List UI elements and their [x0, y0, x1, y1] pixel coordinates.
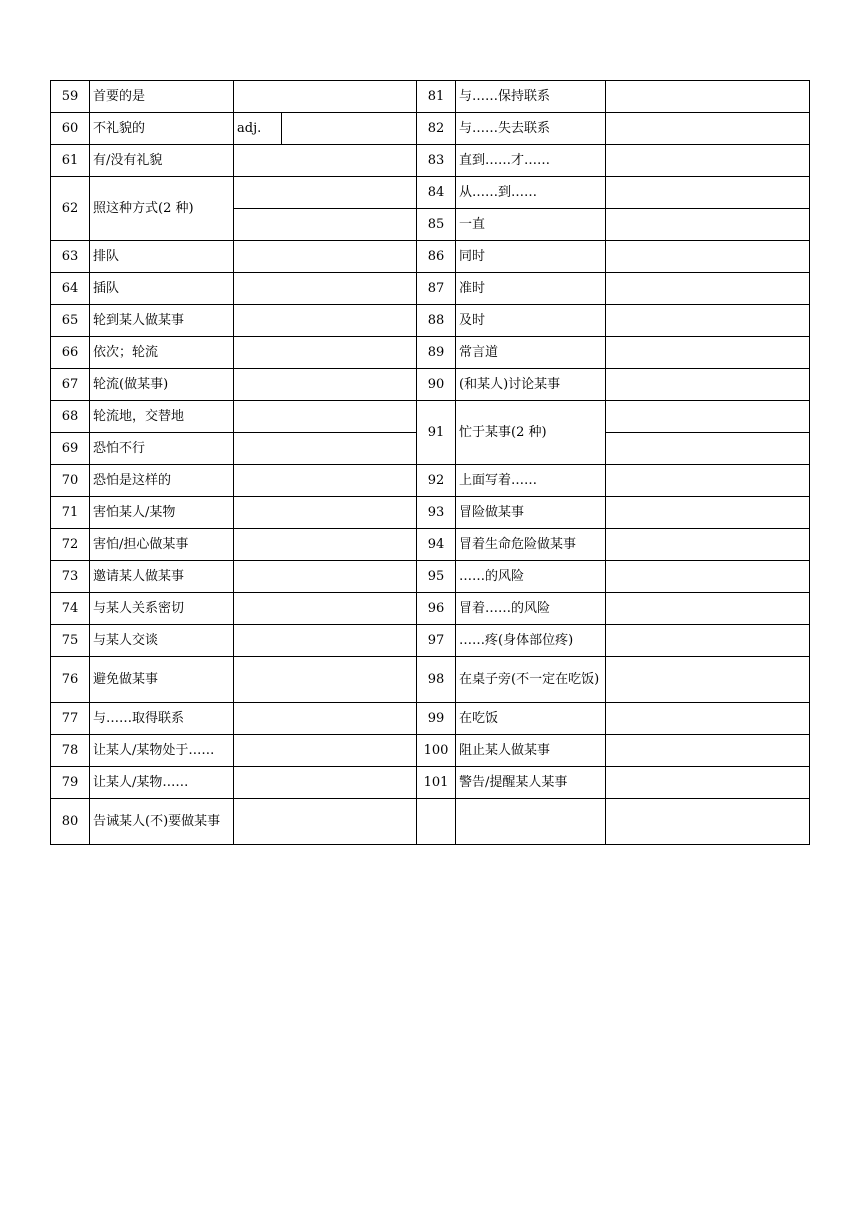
table-row — [51, 177, 810, 209]
phrase-cell: 不礼貌的 — [90, 113, 234, 145]
answer-cell[interactable] — [234, 657, 417, 703]
row-number: 71 — [51, 497, 90, 529]
answer-cell[interactable] — [234, 625, 417, 657]
phrase-cell: 在桌子旁(不一定在吃饭) — [456, 657, 606, 703]
table-row — [51, 81, 810, 113]
table-row — [51, 561, 810, 593]
row-number: 80 — [51, 799, 90, 845]
row-number: 60 — [51, 113, 90, 145]
phrase-cell: 轮流(做某事) — [90, 369, 234, 401]
row-number: 86 — [417, 241, 456, 273]
row-number: 90 — [417, 369, 456, 401]
table-row — [51, 735, 810, 767]
table-row — [51, 657, 810, 703]
phrase-cell: (和某人)讨论某事 — [456, 369, 606, 401]
table-row — [51, 369, 810, 401]
phrase-cell: 直到……才…… — [456, 145, 606, 177]
phrase-cell: 首要的是 — [90, 81, 234, 113]
phrase-cell: 恐怕是这样的 — [90, 465, 234, 497]
table-row — [51, 625, 810, 657]
answer-cell[interactable] — [234, 433, 417, 465]
phrase-cell — [456, 799, 606, 845]
answer-cell[interactable] — [234, 767, 417, 799]
phrase-cell: 有/没有礼貌 — [90, 145, 234, 177]
table-row — [51, 465, 810, 497]
phrase-cell: 警告/提醒某人某事 — [456, 767, 606, 799]
row-number: 63 — [51, 241, 90, 273]
phrase-cell: 及时 — [456, 305, 606, 337]
answer-cell[interactable] — [234, 209, 417, 241]
answer-cell[interactable] — [606, 241, 810, 273]
phrase-cell: 恐怕不行 — [90, 433, 234, 465]
answer-cell[interactable] — [606, 177, 810, 209]
phrase-cell: 一直 — [456, 209, 606, 241]
row-number: 65 — [51, 305, 90, 337]
phrase-cell: 邀请某人做某事 — [90, 561, 234, 593]
answer-cell[interactable] — [234, 735, 417, 767]
answer-cell[interactable] — [606, 273, 810, 305]
row-number: 81 — [417, 81, 456, 113]
answer-cell[interactable] — [234, 145, 417, 177]
row-number: 64 — [51, 273, 90, 305]
row-number: 72 — [51, 529, 90, 561]
answer-cell[interactable] — [606, 81, 810, 113]
table-row — [51, 305, 810, 337]
row-number: 68 — [51, 401, 90, 433]
part-of-speech-cell: adj. — [234, 113, 282, 145]
answer-cell[interactable] — [234, 81, 417, 113]
row-number: 79 — [51, 767, 90, 799]
row-number: 91 — [417, 401, 456, 465]
phrase-cell: 插队 — [90, 273, 234, 305]
phrase-cell: 害怕某人/某物 — [90, 497, 234, 529]
row-number: 62 — [51, 177, 90, 241]
phrase-cell: ……疼(身体部位疼) — [456, 625, 606, 657]
phrase-cell: 与某人交谈 — [90, 625, 234, 657]
row-number: 94 — [417, 529, 456, 561]
answer-cell[interactable] — [234, 593, 417, 625]
row-number: 83 — [417, 145, 456, 177]
answer-cell[interactable] — [234, 703, 417, 735]
answer-cell[interactable] — [234, 497, 417, 529]
table-row — [51, 337, 810, 369]
row-number: 85 — [417, 209, 456, 241]
answer-cell[interactable] — [606, 209, 810, 241]
answer-cell[interactable] — [234, 273, 417, 305]
phrase-cell: 与……保持联系 — [456, 81, 606, 113]
row-number: 96 — [417, 593, 456, 625]
row-number: 66 — [51, 337, 90, 369]
row-number: 77 — [51, 703, 90, 735]
answer-cell[interactable] — [606, 593, 810, 625]
row-number: 76 — [51, 657, 90, 703]
row-number: 95 — [417, 561, 456, 593]
answer-cell[interactable] — [606, 657, 810, 703]
answer-cell[interactable] — [606, 465, 810, 497]
phrase-cell: 告诫某人(不)要做某事 — [90, 799, 234, 845]
row-number — [417, 799, 456, 845]
answer-cell[interactable] — [606, 703, 810, 735]
phrase-cell: 阻止某人做某事 — [456, 735, 606, 767]
phrase-cell: 与……失去联系 — [456, 113, 606, 145]
phrase-cell: 避免做某事 — [90, 657, 234, 703]
phrase-cell: 忙于某事(2 种) — [456, 401, 606, 465]
answer-cell[interactable] — [234, 305, 417, 337]
table-row — [51, 145, 810, 177]
answer-cell[interactable] — [234, 337, 417, 369]
row-number: 92 — [417, 465, 456, 497]
row-number: 99 — [417, 703, 456, 735]
answer-cell[interactable] — [606, 735, 810, 767]
answer-cell[interactable] — [606, 625, 810, 657]
table-row — [51, 401, 810, 433]
answer-cell[interactable] — [234, 799, 417, 845]
answer-cell[interactable] — [606, 529, 810, 561]
answer-cell[interactable] — [606, 767, 810, 799]
row-number: 101 — [417, 767, 456, 799]
answer-cell[interactable] — [606, 497, 810, 529]
phrase-cell: 轮到某人做某事 — [90, 305, 234, 337]
row-number: 93 — [417, 497, 456, 529]
answer-cell[interactable] — [234, 561, 417, 593]
phrase-cell: 轮流地，交替地 — [90, 401, 234, 433]
answer-cell[interactable] — [234, 401, 417, 433]
answer-cell[interactable] — [282, 113, 417, 145]
row-number: 100 — [417, 735, 456, 767]
answer-cell[interactable] — [234, 241, 417, 273]
row-number: 59 — [51, 81, 90, 113]
row-number: 74 — [51, 593, 90, 625]
phrase-cell: 冒着……的风险 — [456, 593, 606, 625]
phrase-cell: ……的风险 — [456, 561, 606, 593]
answer-cell[interactable] — [606, 337, 810, 369]
table-row — [51, 703, 810, 735]
row-number: 87 — [417, 273, 456, 305]
table-row — [51, 529, 810, 561]
phrase-cell: 害怕/担心做某事 — [90, 529, 234, 561]
phrase-cell: 与……取得联系 — [90, 703, 234, 735]
phrase-cell: 在吃饭 — [456, 703, 606, 735]
phrase-cell: 与某人关系密切 — [90, 593, 234, 625]
phrase-cell: 让某人/某物…… — [90, 767, 234, 799]
row-number: 73 — [51, 561, 90, 593]
phrase-cell: 让某人/某物处于…… — [90, 735, 234, 767]
answer-cell[interactable] — [606, 369, 810, 401]
answer-cell[interactable] — [606, 113, 810, 145]
phrase-cell: 同时 — [456, 241, 606, 273]
row-number: 78 — [51, 735, 90, 767]
table-row — [51, 497, 810, 529]
table-row — [51, 113, 810, 145]
row-number: 75 — [51, 625, 90, 657]
table-row — [51, 273, 810, 305]
phrase-cell: 照这种方式(2 种) — [90, 177, 234, 241]
answer-cell[interactable] — [606, 799, 810, 845]
answer-cell[interactable] — [234, 177, 417, 209]
phrase-cell: 从……到…… — [456, 177, 606, 209]
table-row — [51, 767, 810, 799]
phrase-cell: 冒着生命危险做某事 — [456, 529, 606, 561]
vocabulary-table — [50, 80, 810, 845]
answer-cell[interactable] — [606, 305, 810, 337]
row-number: 61 — [51, 145, 90, 177]
answer-cell[interactable] — [234, 529, 417, 561]
row-number: 82 — [417, 113, 456, 145]
row-number: 67 — [51, 369, 90, 401]
phrase-cell: 准时 — [456, 273, 606, 305]
phrase-cell: 冒险做某事 — [456, 497, 606, 529]
answer-cell[interactable] — [606, 561, 810, 593]
answer-cell[interactable] — [606, 145, 810, 177]
phrase-cell: 排队 — [90, 241, 234, 273]
table-row — [51, 799, 810, 845]
row-number: 97 — [417, 625, 456, 657]
row-number: 89 — [417, 337, 456, 369]
table-row — [51, 241, 810, 273]
phrase-cell: 上面写着…… — [456, 465, 606, 497]
row-number: 88 — [417, 305, 456, 337]
row-number: 98 — [417, 657, 456, 703]
answer-cell[interactable] — [606, 401, 810, 433]
row-number: 84 — [417, 177, 456, 209]
table-row — [51, 593, 810, 625]
answer-cell[interactable] — [606, 433, 810, 465]
phrase-cell: 依次；轮流 — [90, 337, 234, 369]
row-number: 69 — [51, 433, 90, 465]
answer-cell[interactable] — [234, 465, 417, 497]
phrase-cell: 常言道 — [456, 337, 606, 369]
row-number: 70 — [51, 465, 90, 497]
answer-cell[interactable] — [234, 369, 417, 401]
